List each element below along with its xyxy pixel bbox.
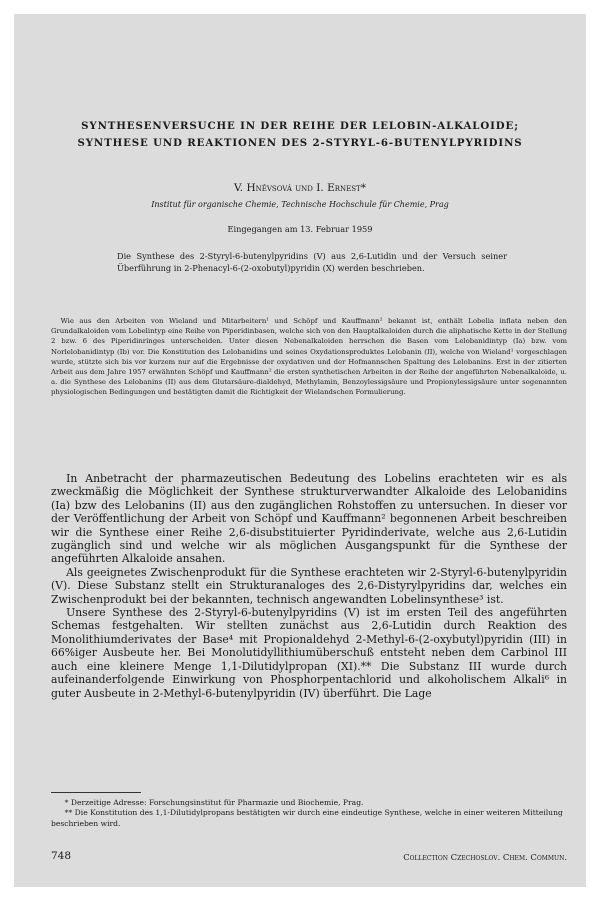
- footnotes: [51, 798, 567, 829]
- abstract: Die Synthese des 2-Styryl-6-butenylpyridins (V) aus 2,6-Lutidin und der Versuch seiner Überführung in 2-Phenacyl-6-(2-oxobutyl)pyridin (X) werden beschrieben.: [117, 251, 507, 274]
- title-line-1: SYNTHESENVERSUCHE IN DER REIHE DER LELOBIN-ALKALOIDE;: [81, 120, 519, 132]
- footnote-2: ** Die Konstitution des 1,1-Dilutidylpropans bestätigten wir durch eine eindeutige Synthese, welche in einer weiteren Mitteilung beschrieben wird.: [51, 808, 563, 828]
- title-line-2: SYNTHESE UND REAKTIONEN DES 2-STYRYL-6-BUTENYLPYRIDINS: [77, 137, 523, 149]
- article-title: [14, 118, 586, 152]
- institution: Institut für organische Chemie, Technische Hochschule für Chemie, Prag: [151, 200, 449, 209]
- journal-name: Collection Czechoslov. Chem. Commun.: [403, 852, 567, 862]
- journal-page: [14, 14, 586, 887]
- intro-paragraph: Wie aus den Arbeiten von Wieland und Mitarbeitern¹ und Schöpf und Kauffmann² bekannt ist, enthält Lobelia inflata neben den Grundalkaloiden vom Lobelintyp eine Reihe von Piperidinbasen, welche sich von den Hauptalkaloiden durch die aliphatische Kette in der Stellung 2 bzw. 6 des Piperidinringes unterscheiden. Unter diesen Nebenalkaloiden herrschen die Basen vom Lelobanidintyp (Ia) bzw. vom Norlelobanidintyp (Ib) vor. Die Konstitution des Lelobanidins und seines Oxydationsproduktes Lelobanin (II), welche von Wieland¹ vorgeschlagen wurde, stützte sich bis vor kurzem nur auf die Ergebnisse der oxydativen und der Hofmannschen Spaltung des Lelobanins. Erst in der zitierten Arbeit aus dem Jahre 1957 erwähnten Schöpf und Kauffmann² die ersten synthetischen Arbeiten in der Reihe der angeführten Nebenalkaloide, u. a. die Synthese des Lelobanins (II) aus dem Glutarsäure-dialdehyd, Methylamin, Benzoylessigsäure und Propionylessigsäure unter sogenannten physiologischen Bedingungen und bestätigten damit die Richtigkeit der Wielandschen Formulierung.: [51, 317, 567, 397]
- page-number: 748: [51, 850, 72, 862]
- footnote-divider: [51, 792, 141, 793]
- body-paragraph-3: Unsere Synthese des 2-Styryl-6-butenylpyridins (V) ist im ersten Teil des angeführten Schemas festgehalten. Wir stellten zunächst aus 2,6-Lutidin durch Reaktion des Monolithiumderivates der Base⁴ mit Propionaldehyd 2-Methyl-6-(2-oxybutyl)pyridin (III) in 66%iger Ausbeute her. Bei Monolutidyllithiumüberschuß entsteht neben dem Carbinol III auch eine kleinere Menge 1,1-Dilutidylpropan (XI).** Die Substanz III wurde durch aufeinanderfolgende Einwirkung von Phosphorpentachlorid und alkoholischem Alkali⁶ in guter Ausbeute in 2-Methyl-6-butenylpyridin (IV) überführt. Die Lage: [51, 606, 567, 700]
- body-paragraph-2: Als geeignetes Zwischenprodukt für die Synthese erachteten wir 2-Styryl-6-butenylpyridin (V). Diese Substanz stellt ein Strukturanaloges des 2,6-Distyrylpyridins dar, welches ein Zwischenprodukt bei der bekannten, technisch angewandten Lobelinsynthese³ ist.: [51, 565, 567, 606]
- authors: V. Hněvsová und I. Ernest*: [234, 182, 366, 194]
- footnote-1: * Derzeitige Adresse: Forschungsinstitut für Pharmazie und Biochemie, Prag.: [64, 798, 364, 807]
- main-text: [51, 472, 567, 700]
- body-paragraph-1: In Anbetracht der pharmazeutischen Bedeutung des Lobelins erachteten wir es als zweckmäßig die Möglichkeit der Synthese strukturverwandter Alkaloide des Lelobanidins (Ia) bzw des Lelobanins (II) aus den zugänglichen Rohstoffen zu untersuchen. In dieser vor der Veröffentlichung der Arbeit von Schöpf und Kauffmann² begonnenen Arbeit beschreiben wir die Synthese einer Reihe 2,6-disubstituierter Pyridinderivate, welche aus 2,6-Lutidin zugänglich sind und welche wir als möglichen Ausgangspunkt für die Synthese der angeführten Alkaloide ansahen.: [51, 472, 567, 566]
- received-date: Eingegangen am 13. Februar 1959: [227, 224, 373, 234]
